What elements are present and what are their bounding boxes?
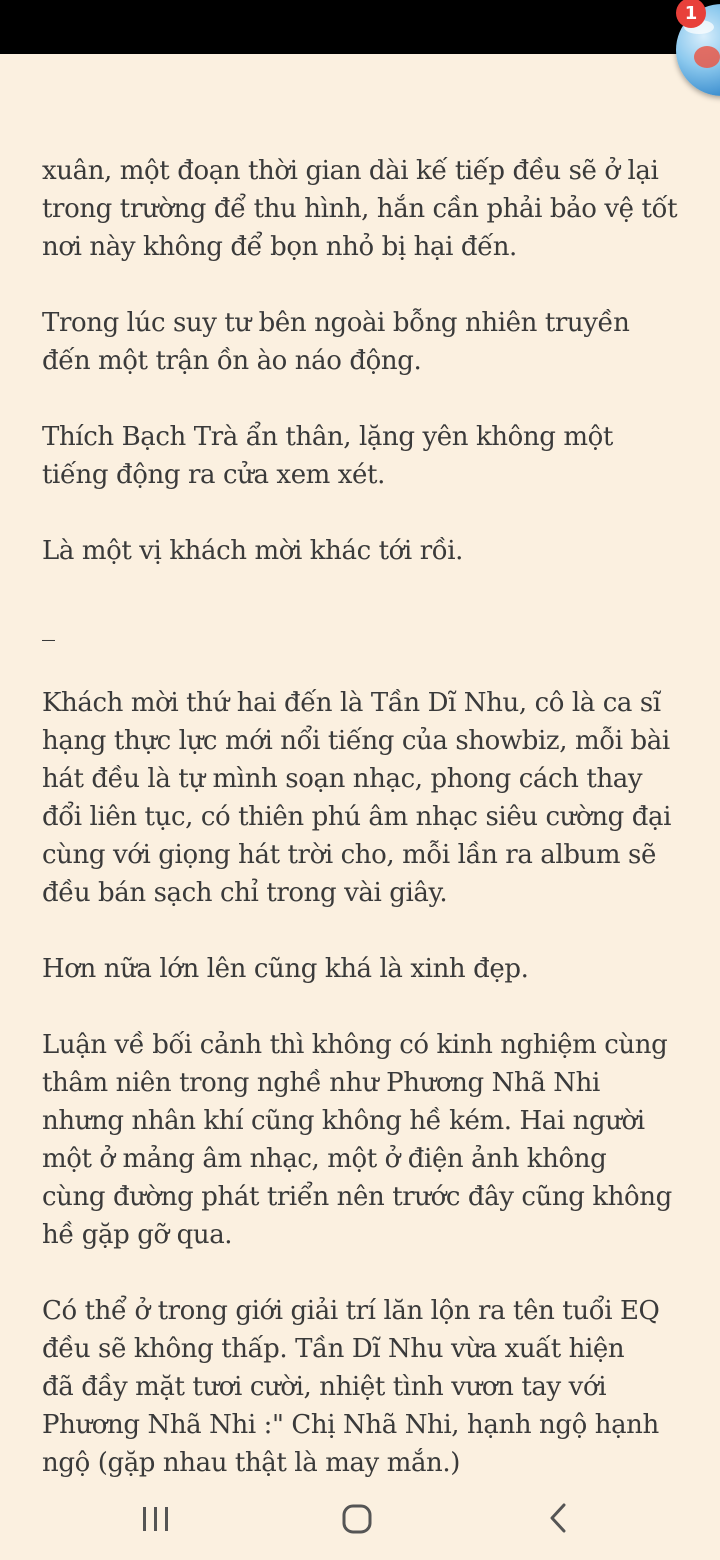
paragraph-7: Luận về bối cảnh thì không có kinh nghiệm cùng thâm niên trong nghề như Phương Nhã Nhi nhưng nhân khí cũng không hề kém. Hai người một ở mảng âm nhạc, một ở điện ảnh không cùng đường phát triển nên trước đây cũng không hề gặp gỡ qua. bbox=[42, 1030, 672, 1250]
recent-apps-button[interactable] bbox=[126, 1498, 186, 1540]
paragraph-6: Hơn nữa lớn lên cũng khá là xinh đẹp. bbox=[42, 954, 529, 984]
paragraph-3: Thích Bạch Trà ẩn thân, lặng yên không một tiếng động ra cửa xem xét. bbox=[42, 422, 613, 490]
home-button[interactable] bbox=[326, 1498, 386, 1540]
back-button[interactable] bbox=[528, 1498, 588, 1540]
paragraph-4: Là một vị khách mời khác tới rồi. bbox=[42, 536, 464, 566]
reader-content bbox=[42, 152, 682, 1520]
status-bar bbox=[0, 0, 720, 54]
back-icon bbox=[528, 1498, 588, 1540]
paragraph-1: xuân, một đoạn thời gian dài kế tiếp đều sẽ ở lại trong trường để thu hình, hắn cần phải bảo vệ tốt nơi này không để bọn nhỏ bị hại đến. bbox=[42, 156, 678, 262]
paragraph-8: Có thể ở trong giới giải trí lăn lộn ra tên tuổi EQ đều sẽ không thấp. Tần Dĩ Nhu vừa xuất hiện đã đầy mặt tươi cười, nhiệt tình vươn tay với Phương Nhã Nhi :" Chị Nhã Nhi, hạnh ngộ hạnh ngộ (gặp nhau thật là may mắn.) bbox=[42, 1296, 660, 1478]
recent-apps-icon bbox=[126, 1498, 186, 1540]
notification-badge: 1 bbox=[676, 0, 706, 28]
paragraph-2: Trong lúc suy tư bên ngoài bỗng nhiên truyền đến một trận ồn ào náo động. bbox=[42, 308, 630, 376]
paragraph-5: Khách mời thứ hai đến là Tần Dĩ Nhu, cô là ca sĩ hạng thực lực mới nổi tiếng của showbiz, mỗi bài hát đều là tự mình soạn nhạc, phong cách thay đổi liên tục, có thiên phú âm nhạc siêu cường đại cùng với giọng hát trời cho, mỗi lần ra album sẽ đều bán sạch chỉ trong vài giây. bbox=[42, 688, 671, 908]
section-divider: _ bbox=[42, 612, 55, 642]
home-icon bbox=[326, 1498, 386, 1540]
bubble-avatar-detail bbox=[694, 46, 720, 68]
system-navigation-bar bbox=[0, 1478, 720, 1560]
